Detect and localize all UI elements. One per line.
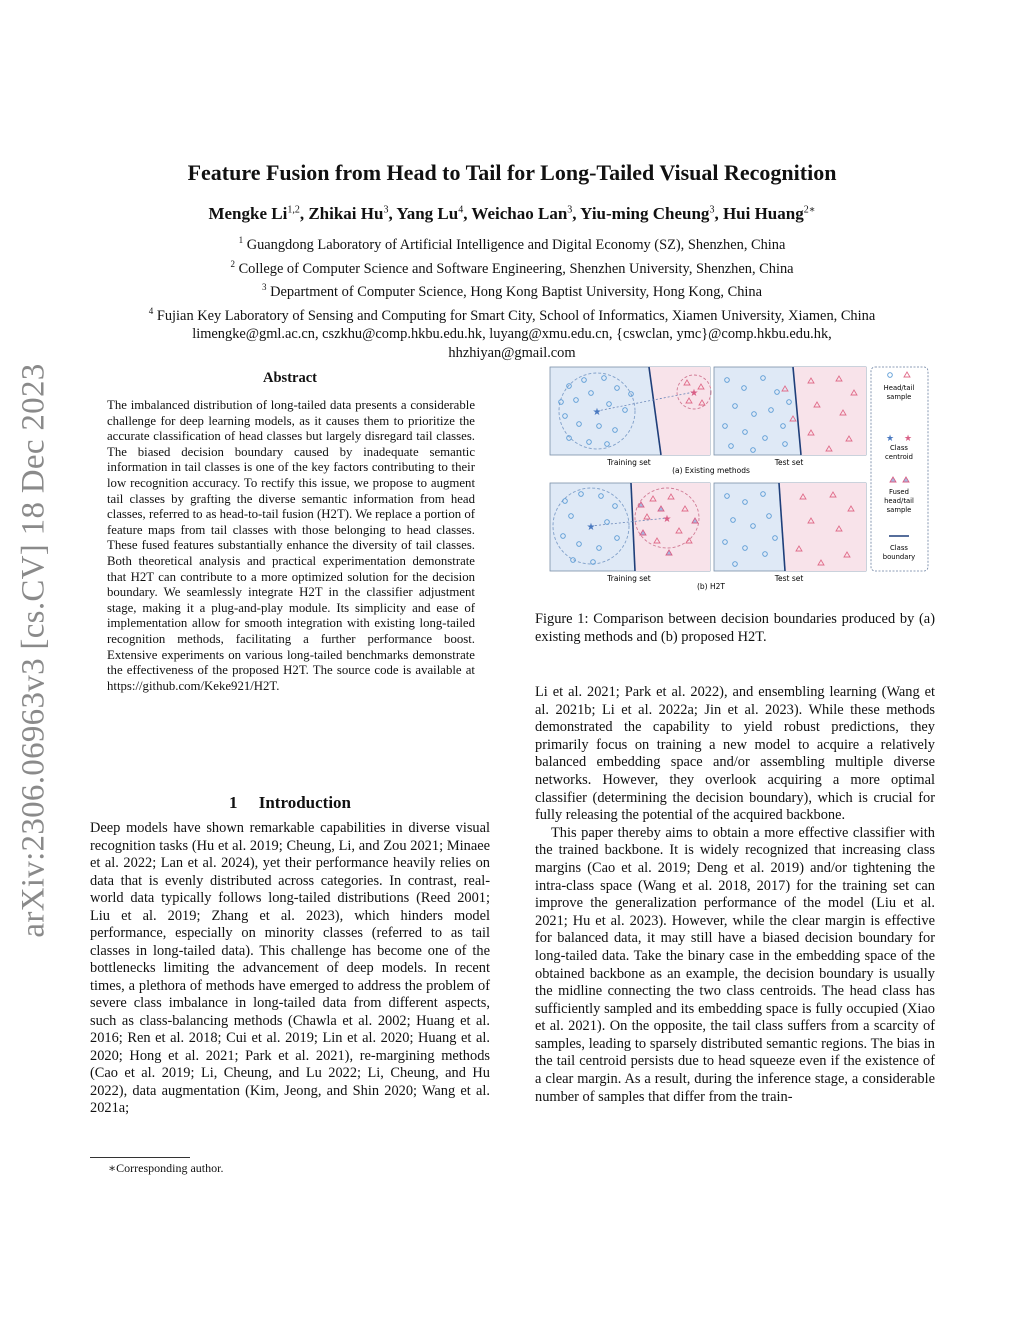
- svg-text:Class: Class: [890, 544, 908, 552]
- svg-text:sample: sample: [886, 506, 912, 514]
- tail-centroid-icon: ★: [903, 433, 913, 443]
- figure-caption: Figure 1: Comparison between decision boundaries produced by (a) existing methods and (b) proposed H2T.: [535, 611, 935, 645]
- affiliation-line: $^1$ Guangdong Laboratory of Artificial Intelligence and Digital Economy (SZ), Shenzhen, China: [238, 235, 786, 253]
- panel-a-test-label: Test set: [774, 458, 804, 467]
- author: Zhikai Hu$^3$,: [308, 204, 397, 223]
- paragraph: Deep models have shown remarkable capabilities in diverse visual recognition tasks (Hu et al. 2019; Cheung, Li, and Zou 2021; Minaee et al. 2022; Lan et al. 2024), yet their performance heavily relies on data that is evenly distributed across categories. In contrast, real-world data typically follows long-tailed distributions (Reed 2001; Liu et al. 2019; Zhang et al. 2023), which hinders model performance, especially on minority classes (referred to as tail classes in long-tailed data). This challenge has become one of the bottlenecks limiting the advancement of deep models. In recent times, a plethora of methods have emerged to address the problem of severe class imbalance in long-tailed data from different aspects, such as class-balancing methods (Chawla et al. 2002; Huang et al. 2016; Ren et al. 2018; Cui et al. 2019; Lin et al. 2020; Huang et al. 2020; Hong et al. 2021; Park et al. 2021), re-margining methods (Cao et al. 2019; Li, Cheung, and Lu 2022; Li, Cheung, and Hu 2022), data augmentation (Kim, Jeong, and Shin 2020; Wang et al. 2021a;: [90, 820, 490, 1116]
- head-centroid-star: ★: [592, 407, 602, 418]
- author: Yiu-ming Cheung$^3$,: [580, 204, 723, 223]
- paragraph: Li et al. 2021; Park et al. 2022), and ensembling learning (Wang et al. 2021b; Li et al. 2022a; Jin et al. 2023). While these methods demonstrated the capability to yield robust predictions, they primarily focus on training a new model to acquire a relatively balanced embedding space and/or assembling multiple diverse networks. However, they overlook acquiring a more optimal classifier (determining the decision boundary), which is crucial for fully releasing the potential of the acquired backbone.: [535, 684, 935, 824]
- svg-text:★: ★: [586, 522, 596, 533]
- arxiv-side-stamp: [4, 350, 64, 950]
- svg-text:★: ★: [662, 514, 672, 525]
- panel-b-train-label: Training set: [607, 574, 651, 583]
- panel-a-training-set: [550, 367, 711, 455]
- svg-text:head/tail: head/tail: [884, 497, 914, 505]
- arxiv-stamp-text: arXiv:2306.06963v3 [cs.CV] 18 Dec 2023: [15, 362, 52, 938]
- affiliation-line: $^4$ Fujian Key Laboratory of Sensing and Computing for Smart City, School of Informatics, Xiamen University, Xiamen, China: [148, 305, 876, 324]
- panel-b-test-set: [714, 483, 866, 571]
- panel-b-test-label: Test set: [774, 574, 804, 583]
- panel-a-caption: (a) Existing methods: [672, 466, 750, 475]
- panel-a-test-set: [714, 367, 866, 455]
- footnote: ∗Corresponding author.: [108, 1161, 224, 1175]
- svg-text:centroid: centroid: [885, 453, 913, 461]
- figure-legend: [871, 367, 928, 571]
- footnote-divider: [90, 1157, 190, 1158]
- head-centroid-icon: ★: [885, 433, 895, 443]
- svg-text:Fused: Fused: [889, 488, 909, 496]
- section-heading-introduction: 1 Introduction: [228, 793, 351, 812]
- abstract-heading: Abstract: [263, 370, 317, 386]
- svg-text:boundary: boundary: [882, 553, 916, 561]
- svg-text:sample: sample: [886, 393, 912, 401]
- author: Yang Lu$^4$,: [396, 204, 472, 223]
- abstract-text: The imbalanced distribution of long-tailed data presents a considerable challenge for deep learning models, as it causes them to prioritize the accurate classification of head classes but largely disregard tail classes. The biased decision boundary caused by inadequate semantic information in tail classes is one of the key factors contributing to their low recognition accuracy. To rectify this issue, we propose to augment tail classes by grafting the diverse semantic information from head classes, referred to as head-to-tail fusion (H2T). We replace a portion of feature maps from tail classes with those belonging to head classes. These fused features substantially enhance the diversity of tail classes. Both theoretical analysis and practical experimentation demonstrate that H2T can contribute to a more optimized solution for the decision boundary. We seamlessly integrate H2T in the classifier adjustment stage, making it a plug-and-play module. Its simplicity and ease of implementation allow for smooth integration with existing long-tailed recognition methods, facilitating a further performance boost. Extensive experiments on various long-tailed benchmarks demonstrate the effectiveness of the proposed H2T. The source code is available at https://github.com/Keke921/H2T.: [107, 398, 475, 693]
- paper-title: Feature Fusion from Head to Tail for Long-Tailed Visual Recognition: [187, 160, 837, 185]
- author: Weichao Lan$^3$,: [471, 204, 581, 223]
- email-line: limengke@gml.ac.cn, cszkhu@comp.hkbu.edu.hk, luyang@xmu.edu.cn, {cswclan, ymc}@comp.hkbu.edu.hk,: [192, 326, 832, 342]
- right-column-text: [535, 684, 935, 1106]
- affiliations: [60, 231, 964, 362]
- panel-b-training-set: [550, 483, 710, 571]
- tail-centroid-star: ★: [689, 388, 699, 399]
- paragraph: This paper thereby aims to obtain a more effective classifier with the trained backbone. It is widely recognized that increasing class margins (Cao et al. 2019; Deng et al. 2019) and/or tightening the intra-class space (Wang et al. 2018, 2017) for the training set can improve the generalization performance of the model (Liu et al. 2021; Hu et al. 2023). However, while the clear margin is effective for balanced data, it may still have a biased decision boundary for long-tailed data. Take the binary case in the embedding space of the obtained backbone as an example, the decision boundary is usually the midline connecting the two class centroids. The head class has sufficiently sampled and its embedding space is fully occupied (Xiao et al. 2021). On the opposite, the tail class suffers from a scarcity of samples, leading to sparsely distributed semantic regions. The bias in the tail centroid persists due to head squeeze even if the existence of a clear margin. As a result, during the inference stage, a considerable number of samples that differ from the train-: [535, 824, 935, 1105]
- affiliation-line: $^2$ College of Computer Science and Software Engineering, Shenzhen University, Shenzhen, China: [230, 258, 794, 277]
- author: Hui Huang$^{2∗}$: [722, 204, 816, 223]
- svg-text:Class: Class: [890, 444, 908, 452]
- author-list: [0, 204, 1024, 224]
- panel-a-train-label: Training set: [607, 458, 651, 467]
- affiliation-line: $^3$ Department of Computer Science, Hong Kong Baptist University, Hong Kong, China: [262, 282, 762, 300]
- introduction-text: [90, 820, 490, 1118]
- svg-text:Head/tail: Head/tail: [883, 384, 915, 392]
- email-line: hhzhiyan@gmail.com: [448, 344, 576, 361]
- panel-b-caption: (b) H2T: [697, 582, 725, 591]
- author: Mengke Li$^{1,2}$,: [208, 204, 309, 223]
- figure-1-decision-boundaries: [549, 366, 929, 596]
